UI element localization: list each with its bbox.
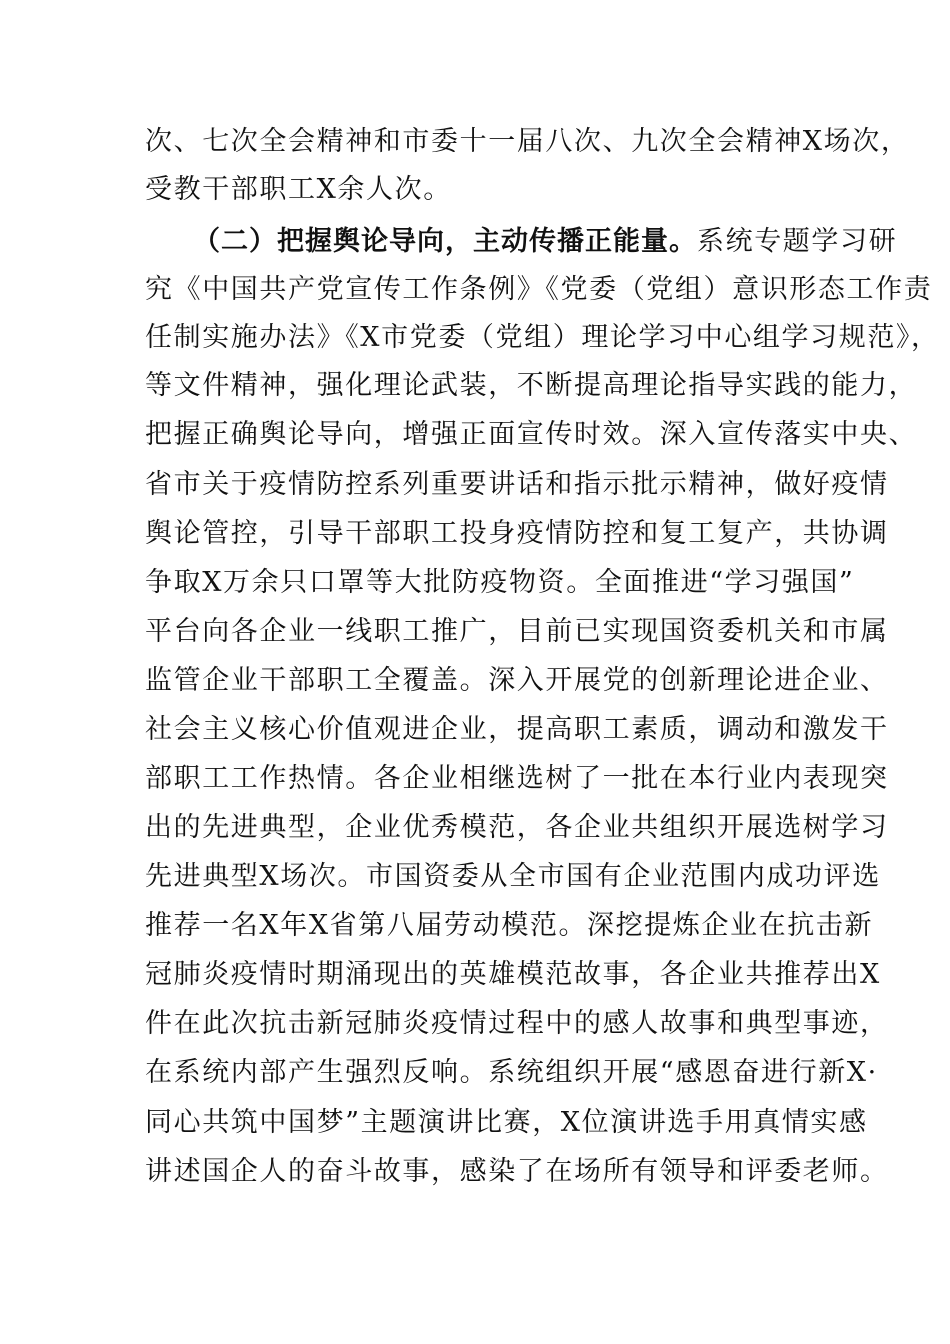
text-line: 究《中国共产党宣传工作条例》《党委（党组）意识形态工作责 [145,274,933,305]
section-heading-line [193,226,897,258]
text-line: 讲述国企人的奋斗故事，感染了在场所有领导和评委老师。 [145,1156,889,1187]
text-line: 等文件精神，强化理论武装，不断提高理论指导实践的能力， [145,370,918,401]
text-line: 推荐一名X年X省第八届劳动模范。深挖提炼企业在抗击新 [145,910,874,941]
text-line: 受教干部职工X余人次。 [145,174,452,205]
section-heading: （二）把握舆论导向，主动传播正能量。 [193,226,697,257]
text-line: 同心共筑中国梦”主题演讲比赛，X位演讲选手用真情实感 [145,1107,868,1138]
text-line: 舆论管控，引导干部职工投身疫情防控和复工复产，共协调 [145,518,889,549]
text-line: 部职工工作热情。各企业相继选树了一批在本行业内表现突 [145,763,889,794]
text-line: 社会主义核心价值观进企业，提高职工素质，调动和激发干 [145,714,889,745]
text-line: 争取X万余只口罩等大批防疫物资。全面推进“学习强国” [145,567,855,598]
text-line: 出的先进典型，企业优秀模范，各企业共组织开展选树学习 [145,812,889,843]
text-line: 在系统内部产生强烈反响。系统组织开展“感恩奋进行新X· [145,1057,878,1088]
text-line: 次、七次全会精神和市委十一届八次、九次全会精神X场次， [145,126,910,157]
section-heading-continuation: 系统专题学习研 [697,226,898,257]
text-line: 任制实施办法》《X市党委（党组）理论学习中心组学习规范》， [145,322,940,353]
text-line: 平台向各企业一线职工推广，目前已实现国资委机关和市属 [145,616,889,647]
text-line: 监管企业干部职工全覆盖。深入开展党的创新理论进企业、 [145,665,889,696]
text-line: 省市关于疫情防控系列重要讲话和指示批示精神，做好疫情 [145,469,889,500]
text-line: 件在此次抗击新冠肺炎疫情过程中的感人故事和典型事迹， [145,1008,889,1039]
text-line: 冠肺炎疫情时期涌现出的英雄模范故事，各企业共推荐出X [145,959,881,990]
text-line: 先进典型X场次。市国资委从全市国有企业范围内成功评选 [145,861,881,892]
text-line: 把握正确舆论导向，增强正面宣传时效。深入宣传落实中央、 [145,419,918,450]
